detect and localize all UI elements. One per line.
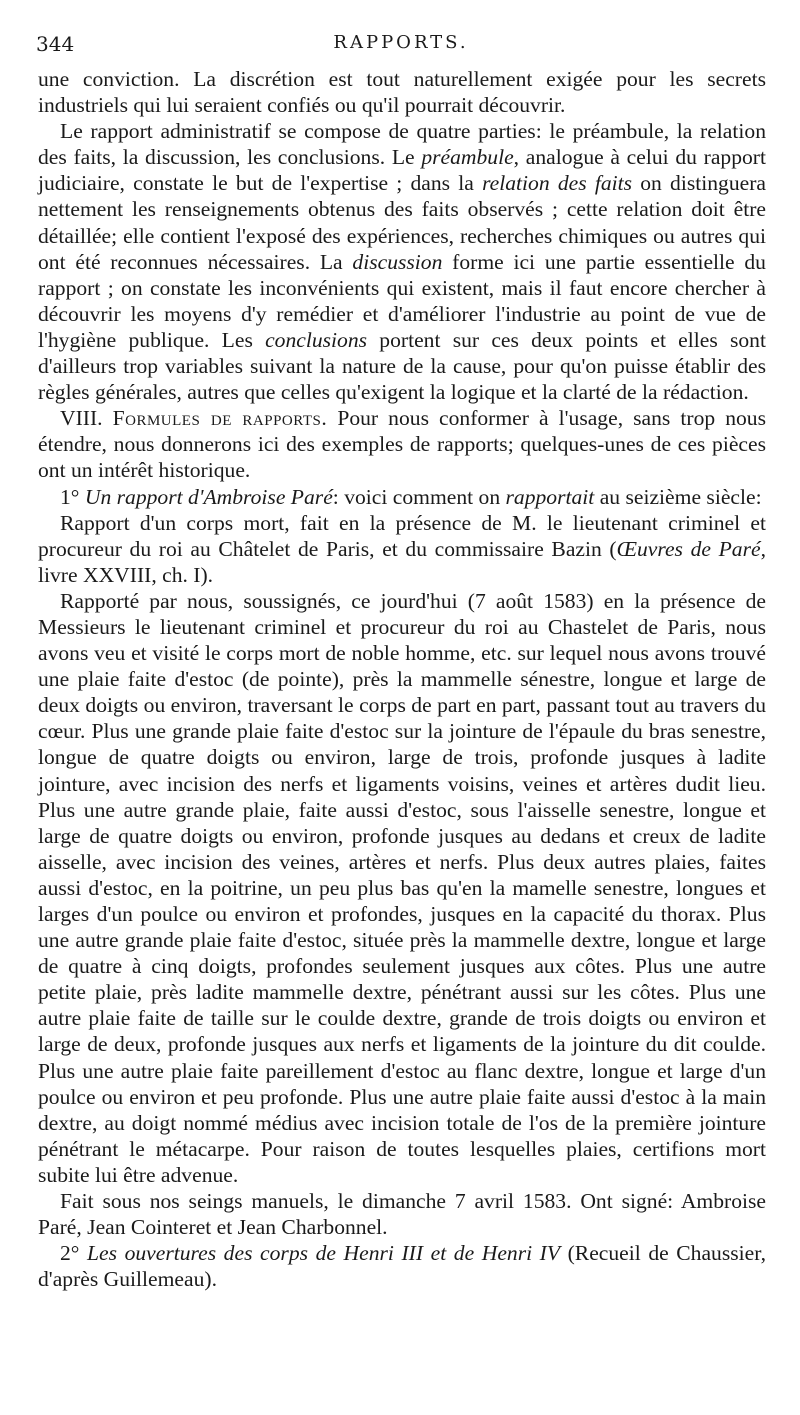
italic-term-conclusions: conclusions	[265, 327, 368, 352]
italic-term-relation: relation des faits	[482, 171, 633, 196]
page-header	[36, 26, 766, 56]
text-run: portent sur ces deux points et elles sont d'ailleurs trop variables suivant la nature de la cause, pour qu'on puisse établir des règles générales, autres que celles qu'exigent la logique et la clarté de la rédaction.	[38, 327, 766, 405]
item-number: 2°	[60, 1241, 87, 1266]
italic-word: rapportait	[505, 484, 595, 509]
section-heading: Formules de rapports.	[112, 406, 328, 431]
page-number: 344	[36, 32, 75, 56]
text-run: Rapport d'un corps mort, fait en la présence de M. le lieutenant criminel et procureur du roi au Châtelet de Paris, et du commissaire Bazin (	[38, 510, 766, 561]
cited-work: Œuvres de Paré	[616, 536, 761, 561]
paragraph-continuation: une conviction. La discrétion est tout naturellement exigée pour les secrets industriels qui lui seraient confiés ou qu'il pourrait découvrir.	[38, 67, 766, 118]
paragraph-rapport-administratif	[38, 118, 766, 405]
item-1-heading	[38, 484, 766, 510]
item-title: Un rapport d'Ambroise Paré	[84, 484, 333, 509]
item-2-heading	[38, 1240, 766, 1292]
italic-term-preambule: préambule	[421, 145, 514, 170]
item-title: Les ouvertures des corps de Henri III et de Henri IV	[87, 1241, 561, 1266]
text-run: (Recueil de Chaussier, d'après Guillemeau).	[38, 1241, 766, 1292]
section-number: VIII.	[60, 406, 113, 431]
text-run: Le rapport administratif se compose de quatre parties: le préambule, la relation des faits, la discussion, les conclusions. Le	[38, 119, 766, 170]
text-run: : voici comment on	[332, 484, 506, 509]
item-number: 1°	[60, 484, 85, 509]
text-run: forme ici une partie essentielle du rapport ; on constate les inconvénients qui existent, mais il faut encore chercher à découvrir les moyens d'y remédier et d'améliorer l'industrie au point de vue de l'hygiène publique. Les	[38, 249, 766, 352]
text-run: , livre XXVIII, ch. I).	[38, 536, 766, 587]
italic-term-discussion: discussion	[352, 249, 443, 274]
report-body: Rapporté par nous, soussignés, ce jourd'hui (7 août 1583) en la présence de Messieurs le lieutenant criminel et procureur du roi au Chastelet de Paris, nous avons veu et visité le corps mort de noble homme, etc. sur lequel nous avons trouvé une plaie faite d'estoc (de pointe), près la mammelle sénestre, longue et large de deux doigts ou environ, traversant le corps de part en part, passant tout au travers du cœur. Plus une grande plaie faite d'estoc sur la jointure de l'épaule du bras senestre, longue de quatre doigts ou environ, large de trois, profonde jusques à ladite jointure, avec incision des nerfs et ligaments voisins, veines et artères dudit lieu. Plus une autre grande plaie, faite aussi d'estoc, sous l'aisselle senestre, longue et large de quatre doigts ou environ, profonde jusques au dedans et creux de ladite aisselle, avec incision des veines, artères et nerfs. Plus deux autres plaies, faites aussi d'estoc, en la poitrine, un peu plus bas qu'en la mamelle senestre, longues et larges d'un poulce ou environ et profondes, jusques en la capacité du thorax. Plus une autre grande plaie faite d'estoc, située près la mammelle dextre, longue et large de quatre à cinq doigts, profondes seulement jusques aux côtes. Plus une autre petite plaie, près ladite mammelle dextre, pénétrant aussi sur les côtes. Plus une autre plaie faite de taille sur le coulde dextre, grande de trois doigts ou environ et large de deux, profonde jusques aux nerfs et ligaments de la jointure du dit coulde. Plus une autre plaie faite pareillement d'estoc au flanc dextre, longue et large d'un poulce ou environ et peu profonde. Plus une autre plaie faite aussi d'estoc à la main dextre, au doigt nommé médius avec incision totale de l'os de la première jointure pénétrant le métacarpe. Pour raison de toutes lesquelles plaies, certifions mort subite lui être advenue.	[38, 588, 766, 1187]
text-run: on distinguera nettement les renseignements obtenus des faits observés ; cette relation doit être détaillée; elle contient l'exposé des expériences, recherches chimiques ou autres qui ont été reconnues nécessaires. La	[38, 171, 766, 274]
text-run: Pour nous conformer à l'usage, sans trop nous étendre, nous donnerons ici des exemples de rapports; quelques-unes de ces pièces ont un intérêt historique.	[38, 406, 767, 483]
body-text	[38, 66, 766, 1292]
report-signatures: Fait sous nos seings manuels, le dimanche 7 avril 1583. Ont signé: Ambroise Paré, Jean Cointeret et Jean Charbonnel.	[38, 1189, 766, 1240]
report-title	[38, 510, 766, 588]
running-head: RAPPORTS.	[333, 32, 469, 53]
section-viii	[38, 405, 766, 483]
text-run: au seizième siècle:	[594, 484, 762, 509]
text-run: , analogue à celui du rapport judiciaire, constate le but de l'expertise ; dans la	[38, 145, 766, 196]
